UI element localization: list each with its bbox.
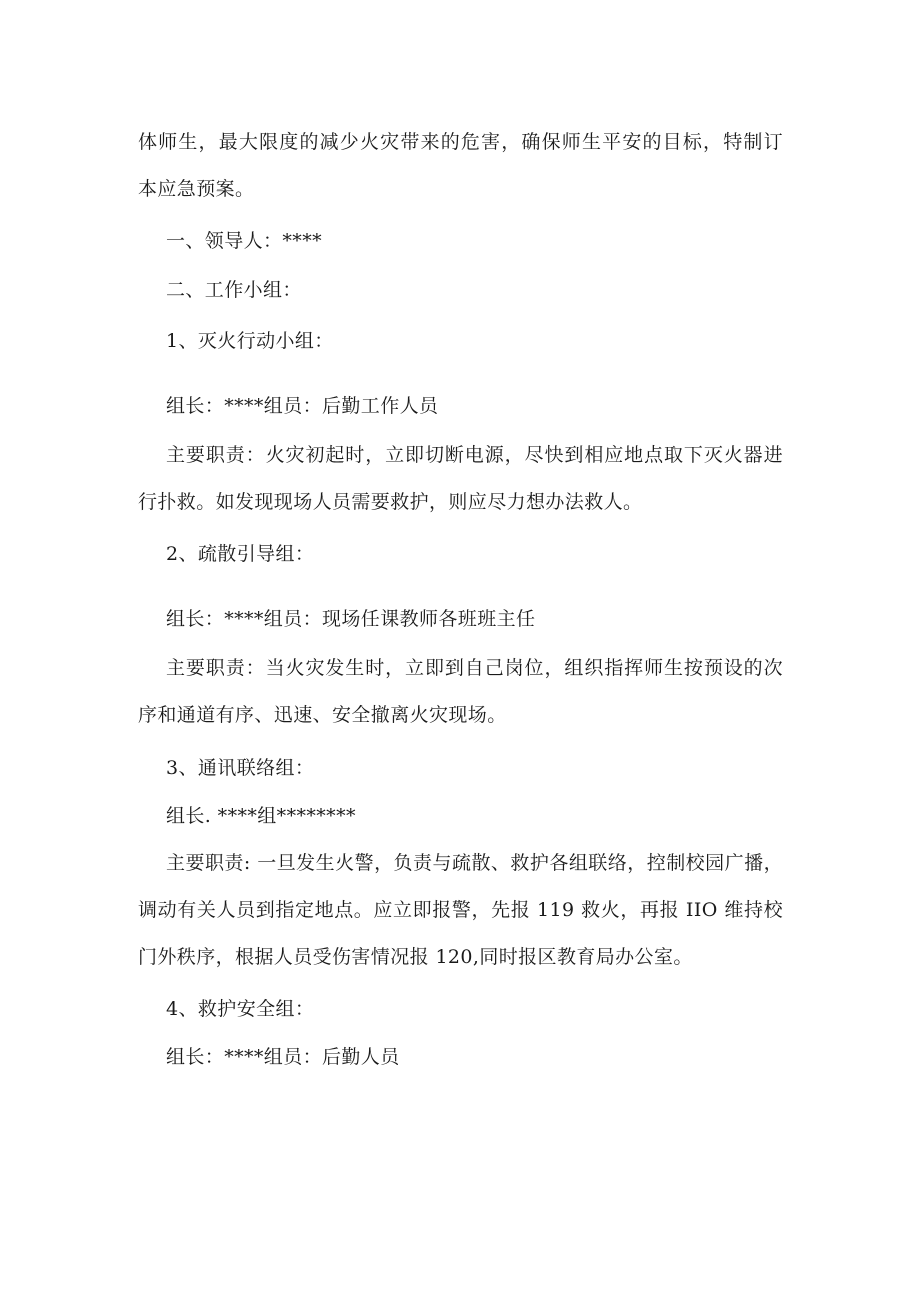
communication-members: 组长. ****组******** bbox=[166, 805, 356, 827]
communication-duties-line-1: 主要职责: 一旦发生火警，负责与疏散、救护各组联络，控制校园广播， bbox=[166, 852, 783, 874]
evacuation-duties-line-1: 主要职责：当火灾发生时，立即到自己岗位，组织指挥师生按预设的次 bbox=[166, 657, 783, 679]
heading-communication-group: 3、通讯联络组： bbox=[166, 757, 315, 779]
communication-duties-line-2: 调动有关人员到指定地点。应立即报警，先报 119 救火，再报 IIO 维持校 bbox=[138, 899, 783, 921]
heading-evacuation-group: 2、疏散引导组： bbox=[166, 543, 315, 565]
firefighting-members: 组长：****组员：后勤工作人员 bbox=[166, 395, 439, 417]
firefighting-duties-line-1: 主要职责：火灾初起时，立即切断电源，尽快到相应地点取下灭火器进 bbox=[166, 444, 783, 466]
heading-firefighting-group: 1、灭火行动小组： bbox=[166, 330, 334, 352]
heading-rescue-group: 4、救护安全组： bbox=[166, 998, 315, 1020]
heading-work-groups: 二、工作小组： bbox=[166, 279, 302, 301]
rescue-members: 组长：****组员：后勤人员 bbox=[166, 1046, 400, 1068]
firefighting-duties-line-2: 行扑救。如发现现场人员需要救护，则应尽力想办法救人。 bbox=[138, 491, 643, 513]
evacuation-members: 组长：****组员：现场任课教师各班班主任 bbox=[166, 608, 536, 630]
paragraph-intro-line-1: 体师生，最大限度的减少火灾带来的危害，确保师生平安的目标，特制订 bbox=[138, 131, 783, 153]
paragraph-intro-line-2: 本应急预案。 bbox=[138, 178, 255, 200]
evacuation-duties-line-2: 序和通道有序、迅速、安全撤离火灾现场。 bbox=[138, 704, 507, 726]
communication-duties-line-3: 门外秩序，根据人员受伤害情况报 120,同时报区教育局办公室。 bbox=[138, 946, 693, 968]
heading-leader: 一、领导人：**** bbox=[166, 230, 323, 252]
